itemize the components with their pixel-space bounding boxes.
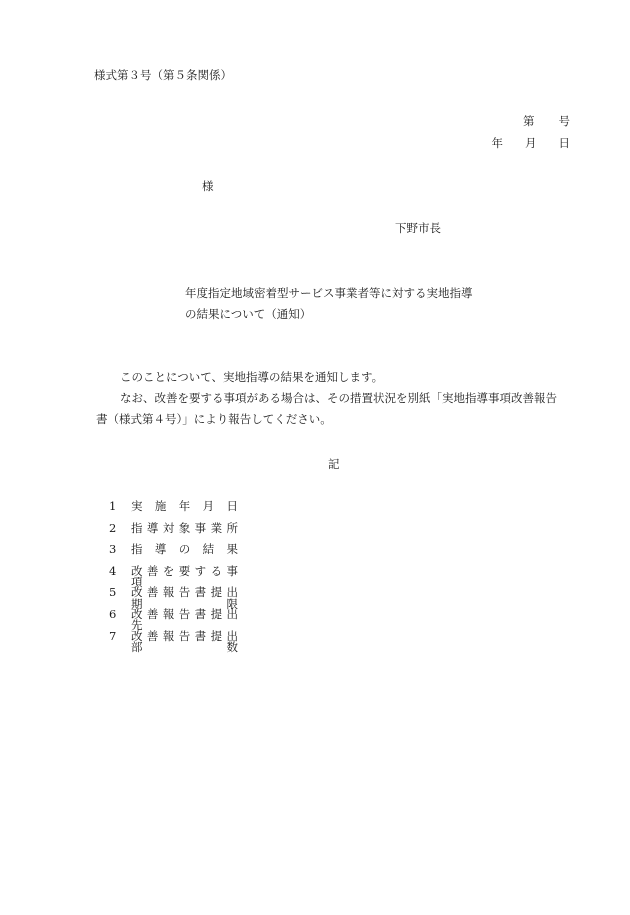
list-item (109, 587, 238, 609)
list-item (109, 544, 238, 566)
document-number-line (523, 116, 570, 128)
item-number: 4 (109, 563, 117, 578)
item-number: 2 (109, 520, 117, 535)
form-number-label: 様式第３号（第５条関係） (94, 68, 232, 82)
date-day-label: 日 (558, 136, 570, 150)
item-label: 指 導 対 象 事 業 所 (131, 520, 238, 535)
item-label: 改 善 報 告 書 提 出 期 限 (131, 585, 238, 611)
subject-line-1: 年度指定地域密着型サービス事業者等に対する実地指導 (185, 286, 473, 300)
subject-line-2: の結果について（通知） (185, 307, 312, 321)
date-line (492, 138, 571, 150)
list-item (109, 520, 238, 545)
item-label: 改 善 報 告 書 提 出 部 数 (131, 628, 238, 655)
ki-heading: 記 (328, 457, 340, 471)
item-label: 指 導 の 結 果 (131, 542, 238, 557)
sender-name: 下野市長 (395, 221, 441, 235)
body-paragraph-line-3: 書（様式第４号）」により報告してください。 (96, 412, 332, 426)
item-number: 1 (109, 499, 117, 513)
list-item (109, 563, 238, 590)
body-paragraph-line-2: なお、改善を要する事項がある場合は、その措置状況を別紙「実地指導事項改善報告 (120, 391, 557, 405)
item-label: 実 施 年 月 日 (131, 499, 238, 513)
item-number: 6 (109, 606, 117, 621)
body-paragraph-line-1: このことについて、実地指導の結果を通知します。 (120, 370, 384, 384)
document-number-prefix: 第 (523, 114, 535, 128)
item-number: 5 (109, 585, 117, 600)
list-item (109, 628, 238, 655)
date-year-label: 年 (491, 136, 503, 150)
list-item (109, 606, 238, 633)
item-label: 改 善 報 告 書 提 出 先 (131, 606, 238, 633)
items-list (109, 499, 238, 655)
document-number-suffix: 号 (558, 114, 570, 128)
recipient-honorific: 様 (202, 179, 214, 193)
date-month-label: 月 (525, 136, 537, 150)
list-item (109, 501, 238, 523)
item-number: 3 (109, 542, 117, 557)
item-number: 7 (109, 628, 117, 643)
item-label: 改 善 を 要 す る 事 項 (131, 563, 238, 590)
